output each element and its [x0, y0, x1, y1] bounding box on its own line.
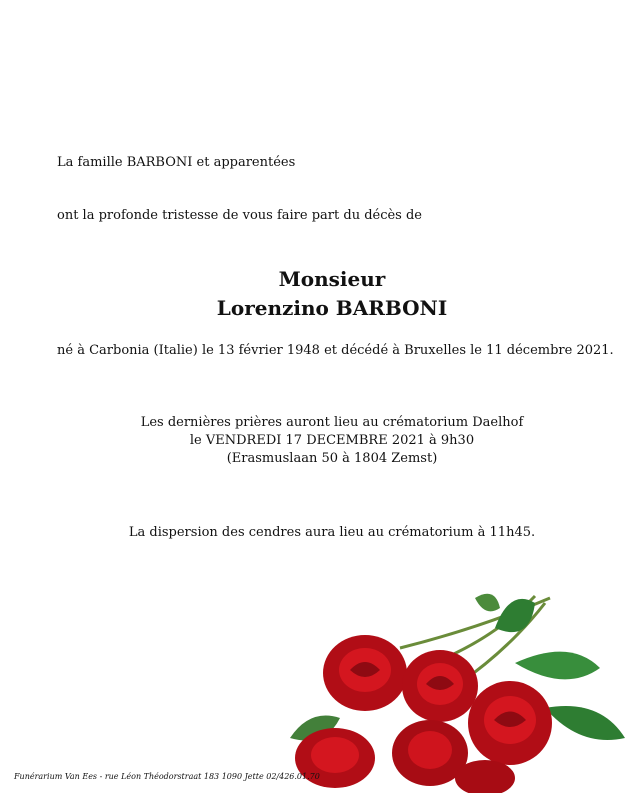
- deceased-title: Monsieur: [278, 267, 386, 291]
- birth-death-line: né à Carbonia (Italie) le 13 février 1948 et décédé à Bruxelles le 11 décembre 2021.: [57, 343, 614, 358]
- rose-blooms: [295, 635, 552, 793]
- deceased-name: Lorenzino BARBONI: [216, 296, 448, 320]
- announcement-line: ont la profonde tristesse de vous faire part du décès de: [57, 208, 423, 223]
- roses-image: [280, 588, 640, 793]
- prayers-line-3: (Erasmuslaan 50 à 1804 Zemst): [226, 451, 438, 466]
- footer-text: Funérarium Van Ees - rue Léon Théodorstraat 183 1090 Jette 02/426.01.70: [14, 772, 320, 781]
- family-line: La famille BARBONI et apparentées: [57, 155, 296, 170]
- prayers-line-2: le VENDREDI 17 DECEMBRE 2021 à 9h30: [189, 433, 475, 448]
- prayers-line-1: Les dernières prières auront lieu au crématorium Daelhof: [140, 415, 524, 430]
- dispersion-line: La dispersion des cendres aura lieu au crématorium à 11h45.: [128, 525, 536, 540]
